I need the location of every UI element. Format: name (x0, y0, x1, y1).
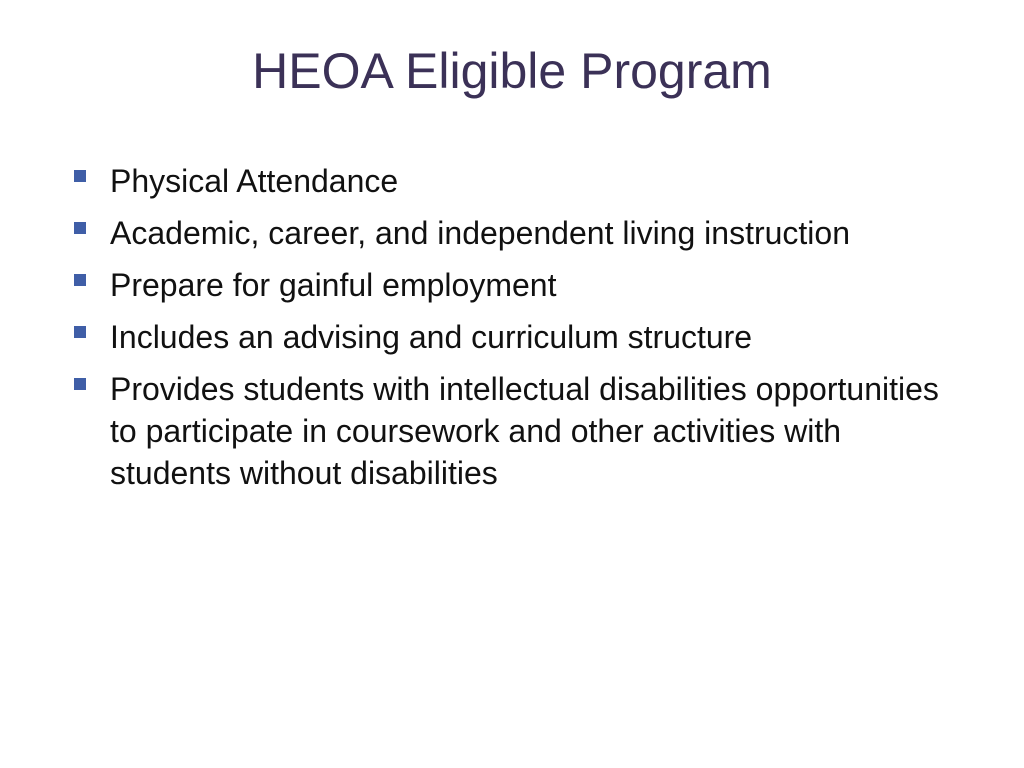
square-bullet-icon (74, 170, 86, 182)
square-bullet-icon (74, 326, 86, 338)
bullet-item (74, 212, 954, 254)
slide-title: HEOA Eligible Program (252, 43, 772, 99)
square-bullet-icon (74, 378, 86, 390)
square-bullet-icon (74, 274, 86, 286)
bullet-text: Includes an advising and curriculum structure (110, 319, 753, 355)
bullet-text: Provides students with intellectual disabilities opportunities to participate in coursework and other activities with students without disabilities (110, 371, 939, 491)
bullet-item (74, 316, 954, 358)
bullet-text: Prepare for gainful employment (110, 267, 557, 303)
square-bullet-icon (74, 222, 86, 234)
bullet-text: Academic, career, and independent living instruction (110, 215, 850, 251)
bullet-list (74, 160, 954, 504)
bullet-item (74, 160, 954, 202)
bullet-text: Physical Attendance (110, 163, 399, 199)
bullet-item (74, 264, 954, 306)
bullet-item (74, 368, 954, 494)
